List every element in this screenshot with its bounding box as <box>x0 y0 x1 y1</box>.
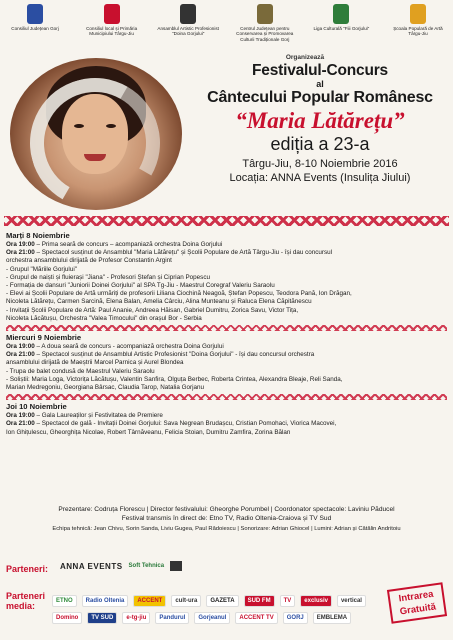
media-partner-logo: Gorjeanul <box>194 612 230 624</box>
program <box>6 230 447 437</box>
media-partner-logo: TV <box>280 595 296 607</box>
program-line <box>6 412 447 420</box>
presenters-line: Prezentare: Codruța Florescu | Director festivalului: Gheorghe Porumbel | Coordonator spectacole: Laviniu Păducel <box>58 506 395 513</box>
technical-team-line: Echipa tehnică: Jean Chivu, Sorin Sanda, Liviu Gugea, Paul Rădoiescu | Sonorizare: Adrian Ghiocel | Lumini: Adrian și Cătălin Andritoiu <box>52 526 401 532</box>
program-text: ansamblului dirijată de Maeștrii Marcel Parnica și Aurel Blondea <box>6 359 184 367</box>
media-partners-label-2: media: <box>6 601 36 611</box>
maria-lataretu-portrait <box>10 58 182 210</box>
media-partner-logo: GORJ <box>283 612 308 624</box>
media-partner-logo: TV SUD <box>87 612 117 624</box>
program-line <box>6 368 447 376</box>
program-time: Ora 21:00 <box>6 249 35 257</box>
title-line-1: Festivalul-Concurs <box>252 62 388 79</box>
program-text: - Elevi ai Școlii Populare de Artă urmăriți de profesorii Liliana Ciochină Neagoă, Ștefan Popescu, Teodora Pană, Ion Drăgan, <box>6 290 352 298</box>
organizer-name: Consiliul local și Primăria Municipiului Târgu-Jiu <box>86 26 138 37</box>
media-partner-logo: EMBLEMA <box>313 612 351 624</box>
program-text: Ion Ghițulescu, Gheorghița Nicolae, Robert Târnăveanu, Felicia Stoian, Dumitru Zamfira, Zorina Bălan <box>6 428 291 436</box>
program-line <box>6 359 447 367</box>
day-2-heading: Miercuri 9 Noiembrie <box>6 333 82 343</box>
program-line <box>6 351 447 359</box>
organizer-1 <box>81 4 143 50</box>
program-line <box>6 315 447 323</box>
program-line <box>6 376 447 384</box>
program-text: - Grupul de naiști și fluierași "Jiana" - Profesori Ștefan și Ciprian Popescu <box>6 273 210 281</box>
day-1-heading: Marți 8 Noiembrie <box>6 231 70 240</box>
organizer-4 <box>310 4 372 50</box>
organizer-crest-icon <box>257 4 273 24</box>
portrait-eye-right <box>106 124 116 128</box>
partner-anna-events: ANNA EVENTS <box>60 561 123 571</box>
partner-soft-tehnica: Soft Tehnica <box>128 563 165 569</box>
portrait-mouth <box>84 154 106 161</box>
location: Locația: ANNA Events (Insulița Jiului) <box>229 172 411 184</box>
program-text: - Trupa de balet condusă de Maestrul Valeriu Saraolu <box>6 367 155 375</box>
program-text: – Spectacol susținut de Ansamblul Artistic Profesionist "Doina Gorjului" - își dau concursul orchestra <box>34 351 315 359</box>
partners-label: Parteneri: <box>6 564 49 574</box>
organizer-name: Școala Populară de Artă Târgu-Jiu <box>393 26 443 37</box>
program-text: – Spectacol de gală - Invitații Doinei Gorjului: Sava Negrean Brudașcu, Cristian Pomohaci, Viorica Macovei, <box>34 420 337 428</box>
portrait-eye-left <box>74 124 84 128</box>
program-line <box>6 429 447 437</box>
media-partner-logo: SUD FM <box>244 595 275 607</box>
portrait-face <box>62 94 128 174</box>
title-line-2: Cântecului Popular Românesc <box>207 89 433 106</box>
media-partners <box>52 595 392 624</box>
media-partner-logo: Pandurul <box>155 612 189 624</box>
organizer-name: Consiliul Județean Gorj <box>11 26 59 31</box>
free-entry-badge: Intrarea Gratuită <box>387 582 447 623</box>
ornament-separator <box>6 394 447 400</box>
media-partner-logo: Domino <box>52 612 82 624</box>
program-text: Nicoleta Lătărețu, Carmen Sarcină, Elena Balan, Amelia Cârciu, Alina Munteanu și Raluca Elena Căpitănescu <box>6 298 312 306</box>
program-time: Ora 19:00 <box>6 343 35 351</box>
organizer-0 <box>4 4 66 50</box>
program-text: – Prima seară de concurs – acompaniază orchestra Doina Gorjului <box>34 241 223 248</box>
program-line <box>6 282 447 290</box>
program-text: - Invitații Școlii Populare de Artă: Paul Ananie, Andreea Hăisan, Gabriel Dumitru, Zorica Savu, Victor Tița, <box>6 306 299 314</box>
organizer-crest-icon <box>333 4 349 24</box>
program-time: Ora 19:00 <box>6 412 35 420</box>
program-line <box>6 307 447 315</box>
program-text: orchestra ansamblului dirijată de Profesor Constantin Argint <box>6 257 172 265</box>
organizeaza-label: Organizează <box>285 54 325 61</box>
program-text: – A doua seară de concurs - acompaniază orchestra Doina Gorjului <box>34 343 224 351</box>
media-partner-logo: ETNO <box>52 595 77 607</box>
organizer-3 <box>234 4 296 50</box>
program-text: Nicoleta Lăcătușu, Orchestra "Valea Timocului" din orașul Bor - Serbia <box>6 314 202 322</box>
program-text: Marian Medregoniu, Georgiana Bârsac, Claudia Tarop, Natalia Gorjanu <box>6 384 204 392</box>
edition: ediția a 23-a <box>270 134 370 154</box>
dates: Târgu-Jiu, 8-10 Noiembrie 2016 <box>242 158 398 170</box>
media-partner-logo: Radio Oltenia <box>82 595 129 607</box>
program-text: – Spectacol susținut de Ansamblul "Maria Lătărețu" și Școlii Populare de Artă Târgu-Jiu - își dau concursul <box>34 249 333 257</box>
program-text: - Soliștii: Maria Loga, Victorița Lăcătușu, Valentin Sanfira, Olguța Berbec, Roberta Crintea, Alexandra Bleaje, Reli Sanda, <box>6 375 343 383</box>
organizer-name: Centrul Județean pentru Conservarea și Promovarea Culturii Tradiționale Gorj <box>236 26 294 42</box>
program-line <box>6 343 447 351</box>
day-2-lines <box>6 343 447 392</box>
organizer-crest-icon <box>104 4 120 24</box>
program-line <box>6 298 447 306</box>
ornament-separator <box>6 325 447 331</box>
program-line <box>6 249 447 257</box>
media-partner-logo: GAZETA <box>206 595 238 607</box>
media-partner-logo: ACCENT TV <box>235 612 277 624</box>
program-line <box>6 274 447 282</box>
organizers-bar <box>4 4 449 50</box>
day-3-heading: Joi 10 Noiembrie <box>6 402 67 412</box>
title-al: al <box>316 79 324 89</box>
program-line <box>6 384 447 392</box>
folk-ornament-band <box>4 216 449 226</box>
partner-logo-dark <box>170 561 182 571</box>
festival-name: “Maria Lătărețu” <box>235 108 405 133</box>
day-3-lines <box>6 412 447 437</box>
program-text: – Gala Laureaților și Festivitatea de Premiere <box>34 412 163 420</box>
program-line <box>6 241 447 249</box>
organizer-crest-icon <box>410 4 426 24</box>
program-time: Ora 19:00 <box>6 241 35 248</box>
organizer-name: Ansamblul Artistic Profesionist "Doina Gorjului" <box>157 26 219 37</box>
media-partner-logo: vertical <box>337 595 366 607</box>
media-partner-logo: cult-ura <box>171 595 201 607</box>
organizer-5 <box>387 4 449 50</box>
program-text: - Grupul "Măriile Gorjului" <box>6 265 77 273</box>
media-partner-logo: ACCENT <box>133 595 166 607</box>
program-line <box>6 257 447 265</box>
media-partner-logo: e-tg-jiu <box>122 612 150 624</box>
program-line <box>6 290 447 298</box>
title-block <box>195 62 445 185</box>
media-partners-label: Parteneri <box>6 591 46 601</box>
program-time: Ora 21:00 <box>6 351 35 359</box>
organizer-name: Liga Culturală "Fiii Gorjului" <box>313 26 370 31</box>
organizer-crest-icon <box>27 4 43 24</box>
organizer-2 <box>157 4 219 50</box>
broadcast-line: Festival transmis în direct de: Etno TV, Radio Oltenia-Craiova și TV Sud <box>121 515 332 522</box>
main-partners <box>60 561 182 571</box>
program-time: Ora 21:00 <box>6 420 35 428</box>
day-1-lines <box>6 241 447 323</box>
credits <box>6 505 447 533</box>
organizer-crest-icon <box>180 4 196 24</box>
program-line <box>6 266 447 274</box>
program-text: - Formația de dansuri "Juniorii Doinei Gorjului" al SPA Tg-Jiu - Maestrul Coregraf Valeriu Saraolu <box>6 282 275 290</box>
program-line <box>6 420 447 428</box>
media-partner-logo: exclusiv <box>300 595 332 607</box>
